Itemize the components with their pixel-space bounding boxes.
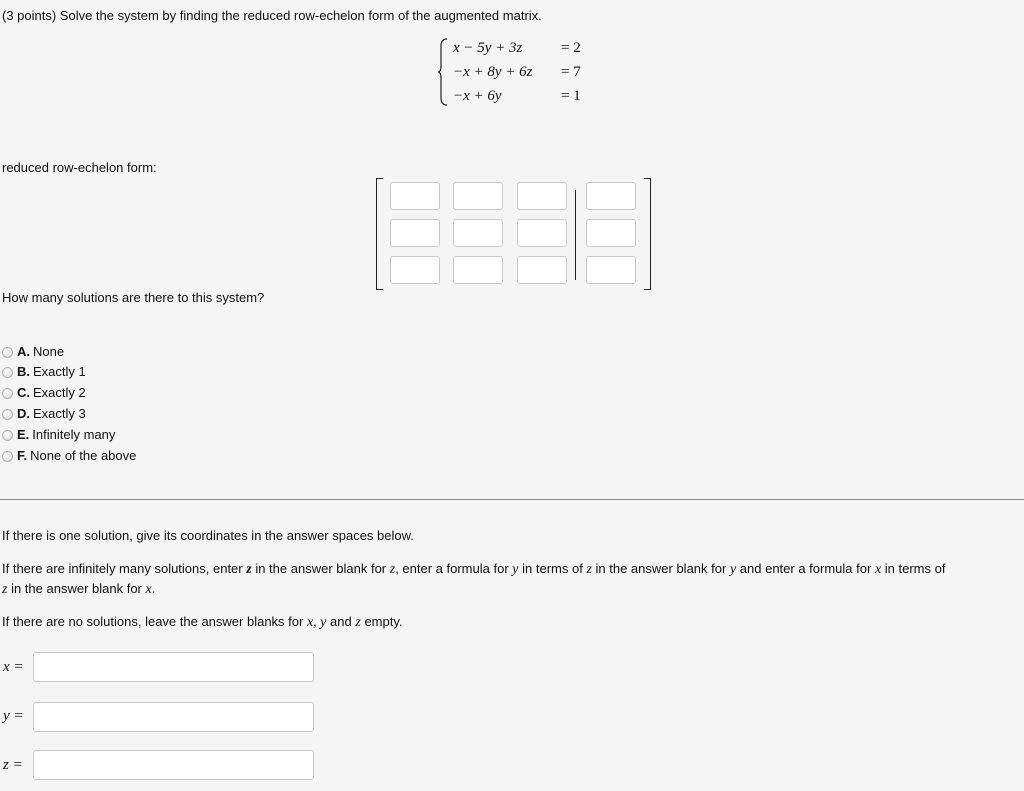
text: in the answer blank for <box>255 561 387 576</box>
answer-y-label: y = <box>3 708 24 724</box>
rref-label: reduced row-echelon form: <box>2 160 157 175</box>
rref-cell-r2-c3[interactable] <box>517 219 567 247</box>
instruction-no-solution <box>2 614 403 631</box>
rref-cell-r3-c2[interactable] <box>453 256 503 284</box>
var-z: z <box>355 615 361 630</box>
question-header: (3 points) Solve the system by finding the reduced row-echelon form of the augmented matrix. <box>2 8 542 23</box>
radio-icon[interactable] <box>2 451 13 462</box>
var-y: y <box>512 562 519 577</box>
option-d[interactable] <box>2 405 86 423</box>
rref-cell-r1-c1[interactable] <box>390 182 440 210</box>
var-z: z <box>2 582 8 597</box>
system-brace <box>438 38 448 106</box>
rref-cell-r3-c1[interactable] <box>390 256 440 284</box>
radio-icon[interactable] <box>2 430 13 441</box>
instruction-one-solution: If there is one solution, give its coordinates in the answer spaces below. <box>2 528 414 543</box>
option-letter: B. <box>17 364 30 379</box>
var-x: x <box>874 562 882 577</box>
option-letter: C. <box>17 385 30 400</box>
text: in the answer blank for <box>595 561 727 576</box>
option-text: Exactly 1 <box>33 364 86 379</box>
option-letter: F. <box>17 448 28 463</box>
rref-cell-r3-c4[interactable] <box>586 256 636 284</box>
text: . <box>151 581 156 596</box>
text: If there are no solutions, leave the answer blanks for <box>2 614 304 629</box>
option-text: Exactly 2 <box>33 385 86 400</box>
equation-3-lhs: −x + 6y <box>453 88 502 104</box>
answer-z-input[interactable] <box>33 750 314 780</box>
text: and enter a formula for <box>739 561 872 576</box>
option-c[interactable] <box>2 384 86 402</box>
radio-icon[interactable] <box>2 367 13 378</box>
equation-3-rhs: = 1 <box>561 88 581 104</box>
option-text: Infinitely many <box>32 427 116 442</box>
rref-cell-r2-c4[interactable] <box>586 219 636 247</box>
option-letter: A. <box>17 344 30 359</box>
text: in terms of <box>522 561 583 576</box>
matrix-left-bracket <box>376 178 383 290</box>
equation-2-lhs: −x + 8y + 6z <box>453 64 533 80</box>
var-z: z <box>389 562 396 577</box>
rref-cell-r2-c2[interactable] <box>453 219 503 247</box>
answer-x-input[interactable] <box>33 652 314 682</box>
instruction-infinite-line-1 <box>2 561 945 578</box>
text: in the answer blank for <box>11 581 142 596</box>
var-z: z <box>586 562 592 577</box>
section-divider <box>0 499 1024 500</box>
var-x-y: x, y <box>306 615 327 630</box>
equation-1-lhs: x − 5y + 3z <box>453 40 523 56</box>
text: If there are infinitely many solutions, enter <box>2 561 243 576</box>
rref-cell-r2-c1[interactable] <box>390 219 440 247</box>
option-text: Exactly 3 <box>33 406 86 421</box>
option-a[interactable] <box>2 343 64 361</box>
text: in terms of <box>884 561 946 576</box>
option-e[interactable] <box>2 426 115 444</box>
var-z: z <box>246 562 252 577</box>
rref-cell-r1-c4[interactable] <box>586 182 636 210</box>
var-x: x <box>145 582 152 597</box>
option-text: None of the above <box>30 448 137 463</box>
radio-icon[interactable] <box>2 347 13 358</box>
option-text: None <box>33 344 65 359</box>
augment-divider <box>575 190 576 280</box>
equation-1-rhs: = 2 <box>561 40 581 56</box>
text: empty. <box>364 614 403 629</box>
instruction-infinite-line-2 <box>2 581 155 598</box>
rref-cell-r1-c3[interactable] <box>517 182 567 210</box>
matrix-right-bracket <box>644 178 651 290</box>
radio-icon[interactable] <box>2 388 13 399</box>
answer-y-input[interactable] <box>33 702 314 732</box>
option-f[interactable] <box>2 447 136 465</box>
solutions-prompt: How many solutions are there to this system? <box>2 290 265 305</box>
rref-cell-r3-c3[interactable] <box>517 256 567 284</box>
text: and <box>330 614 352 629</box>
equation-2-rhs: = 7 <box>561 64 581 80</box>
answer-x-label: x = <box>3 659 24 675</box>
text: , enter a formula for <box>395 561 509 576</box>
rref-cell-r1-c2[interactable] <box>453 182 503 210</box>
var-y: y <box>729 562 737 577</box>
answer-z-label: z = <box>3 757 23 773</box>
option-b[interactable] <box>2 363 86 381</box>
radio-icon[interactable] <box>2 409 13 420</box>
option-letter: E. <box>17 427 30 442</box>
option-letter: D. <box>17 406 30 421</box>
